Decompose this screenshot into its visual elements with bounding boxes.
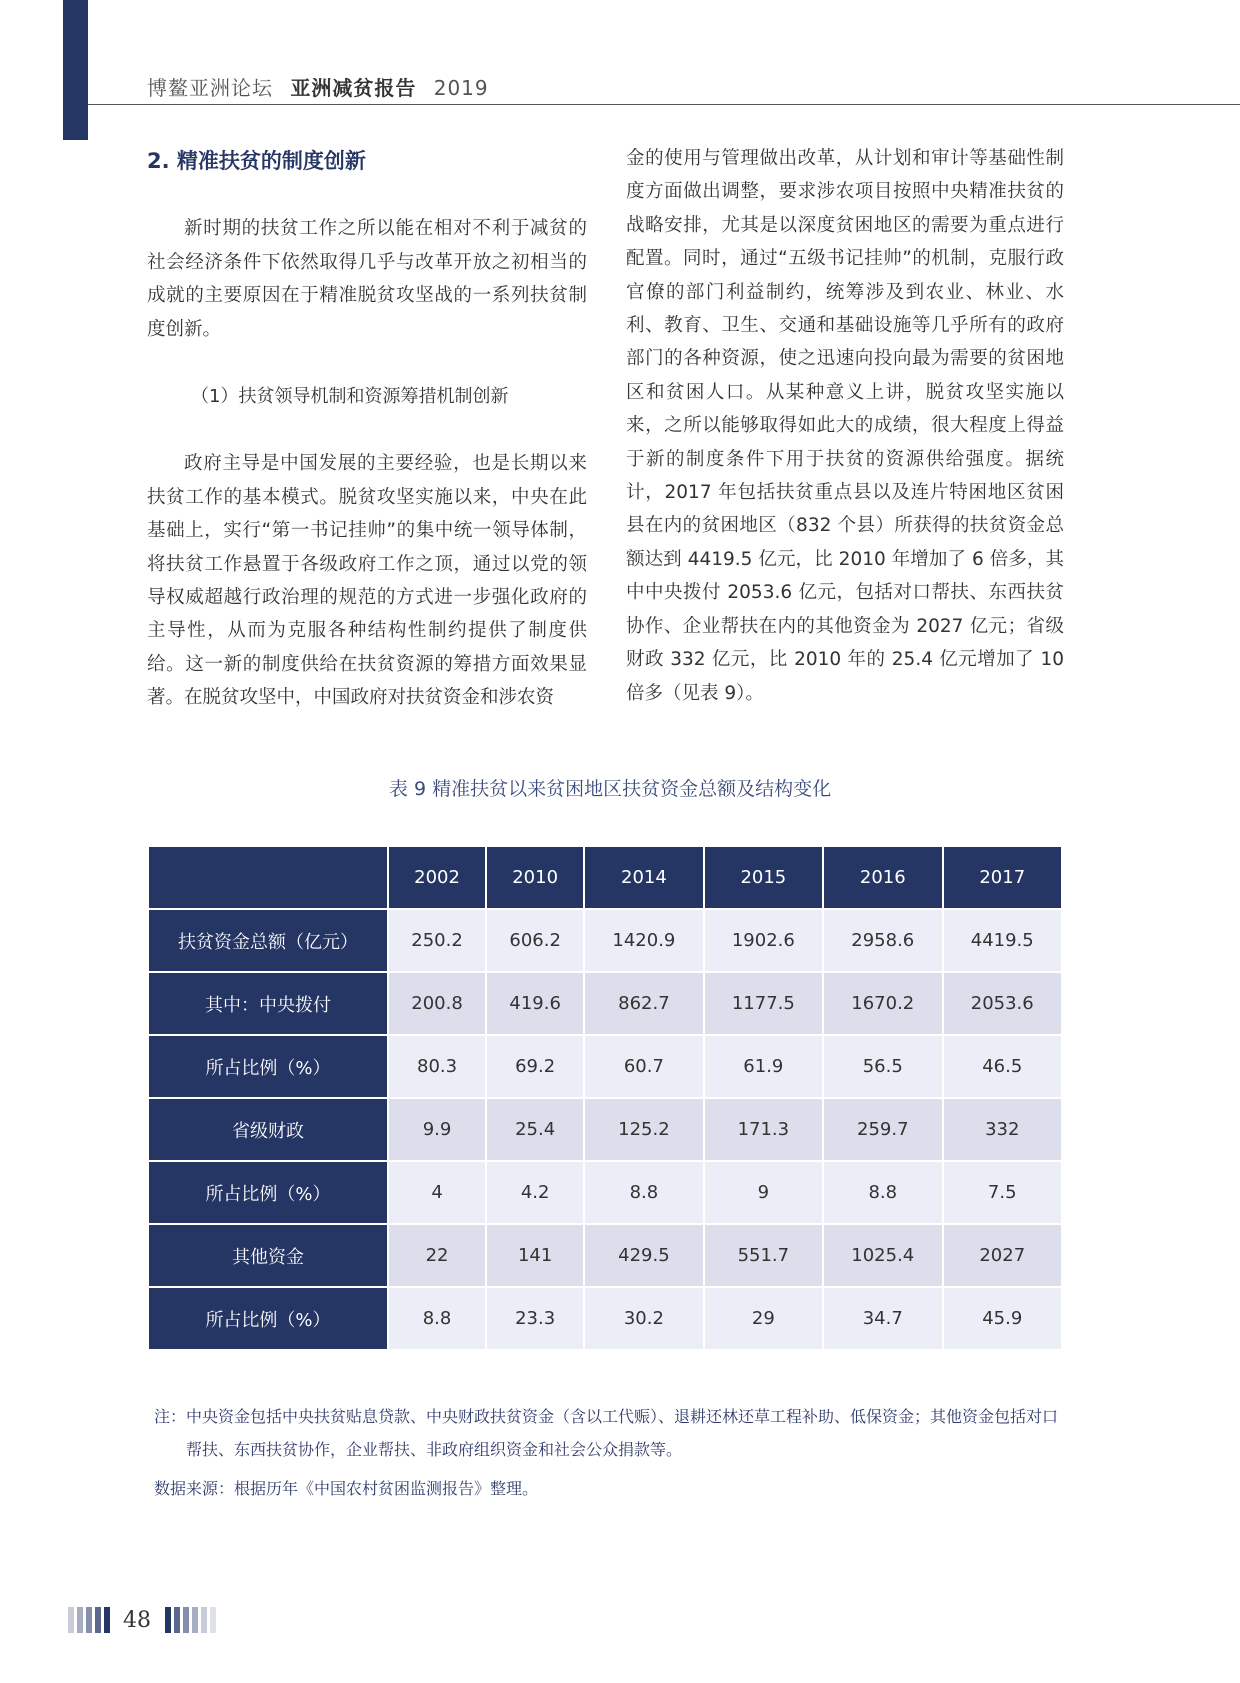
table-cell: 1670.2 — [824, 973, 941, 1034]
table-header-row — [149, 847, 1061, 908]
side-accent-bar — [63, 0, 88, 140]
table-cell: 332 — [944, 1099, 1062, 1160]
table-row — [149, 910, 1061, 971]
table-cell: 46.5 — [944, 1036, 1062, 1097]
year-header: 2014 — [585, 847, 702, 908]
table-cell: 606.2 — [487, 910, 583, 971]
table-row — [149, 1162, 1061, 1223]
row-label: 省级财政 — [149, 1099, 387, 1160]
table-notes — [154, 1400, 1064, 1505]
row-label: 其中：中央拨付 — [149, 973, 387, 1034]
year-header: 2002 — [389, 847, 485, 908]
table-row — [149, 1036, 1061, 1097]
table-cell: 125.2 — [585, 1099, 702, 1160]
table-cell: 250.2 — [389, 910, 485, 971]
year-header: 2017 — [944, 847, 1062, 908]
row-label: 扶贫资金总额（亿元） — [149, 910, 387, 971]
table-cell: 200.8 — [389, 973, 485, 1034]
paragraph-leadership: 政府主导是中国发展的主要经验，也是长期以来扶贫工作的基本模式。脱贫攻坚实施以来，中央在此基础上，实行“第一书记挂帅”的集中统一领导体制，将扶贫工作悬置于各级政府工作之顶，通过以党的领导权威超越行政治理的规范的方式进一步强化政府的主导性，从而为克服各种结构性制约提供了制度供给。这一新的制度供给在扶贫资源的筹措方面效果显著。在脱贫攻坚中，中国政府对扶贫资金和涉农资 — [147, 453, 587, 709]
table-cell: 69.2 — [487, 1036, 583, 1097]
left-column — [147, 140, 587, 715]
table-cell: 171.3 — [705, 1099, 822, 1160]
table-cell: 1025.4 — [824, 1225, 941, 1286]
funding-table — [147, 845, 1063, 1351]
page-number: 48 — [123, 1607, 151, 1633]
table-cell: 419.6 — [487, 973, 583, 1034]
table-cell: 34.7 — [824, 1288, 941, 1349]
table-corner-cell — [149, 847, 387, 908]
table-cell: 9 — [705, 1162, 822, 1223]
table-cell: 80.3 — [389, 1036, 485, 1097]
table-cell: 25.4 — [487, 1099, 583, 1160]
table-row — [149, 1099, 1061, 1160]
table-cell: 9.9 — [389, 1099, 485, 1160]
table-cell: 29 — [705, 1288, 822, 1349]
table-cell: 551.7 — [705, 1225, 822, 1286]
data-source: 数据来源：根据历年《中国农村贫困监测报告》整理。 — [154, 1479, 539, 1498]
table-cell: 56.5 — [824, 1036, 941, 1097]
table-cell: 8.8 — [585, 1162, 702, 1223]
table-cell: 23.3 — [487, 1288, 583, 1349]
table-cell: 2027 — [944, 1225, 1062, 1286]
table-cell: 2958.6 — [824, 910, 941, 971]
table-cell: 429.5 — [585, 1225, 702, 1286]
table-cell: 1420.9 — [585, 910, 702, 971]
table-cell: 4 — [389, 1162, 485, 1223]
table-footnote: 注：中央资金包括中央扶贫贴息贷款、中央财政扶贫资金（含以工代赈）、退耕还林还草工程补助、低保资金；其他资金包括对口帮扶、东西扶贫协作，企业帮扶、非政府组织资金和社会公众捐款等。 — [154, 1407, 1059, 1459]
footer-bars-left-icon — [68, 1607, 113, 1633]
table-cell: 8.8 — [824, 1162, 941, 1223]
table-row — [149, 1225, 1061, 1286]
table-caption: 表 9 精准扶贫以来贫困地区扶贫资金总额及结构变化 — [388, 778, 832, 800]
table-cell: 141 — [487, 1225, 583, 1286]
table-cell: 7.5 — [944, 1162, 1062, 1223]
header-year: 2019 — [433, 76, 489, 100]
year-header: 2010 — [487, 847, 583, 908]
table-cell: 259.7 — [824, 1099, 941, 1160]
table-cell: 2053.6 — [944, 973, 1062, 1034]
table-cell: 22 — [389, 1225, 485, 1286]
year-header: 2016 — [824, 847, 941, 908]
row-label: 所占比例（%） — [149, 1162, 387, 1223]
table-row — [149, 973, 1061, 1034]
table-cell: 4.2 — [487, 1162, 583, 1223]
table-cell: 4419.5 — [944, 910, 1062, 971]
table-cell: 8.8 — [389, 1288, 485, 1349]
paragraph-intro: 新时期的扶贫工作之所以能在相对不利于减贫的社会经济条件下依然取得几乎与改革开放之初相当的成就的主要原因在于精准脱贫攻坚战的一系列扶贫制度创新。 — [147, 218, 587, 340]
table-cell: 1177.5 — [705, 973, 822, 1034]
footer-bars-right-icon — [165, 1607, 219, 1633]
year-header: 2015 — [705, 847, 822, 908]
table-cell: 61.9 — [705, 1036, 822, 1097]
table-cell: 60.7 — [585, 1036, 702, 1097]
paragraph-resources: 金的使用与管理做出改革，从计划和审计等基础性制度方面做出调整，要求涉农项目按照中央精准扶贫的战略安排，尤其是以深度贫困地区的需要为重点进行配置。同时，通过“五级书记挂帅”的机制，克服行政官僚的部门利益制约，统筹涉及到农业、林业、水利、教育、卫生、交通和基础设施等几乎所有的政府部门的各种资源，使之迅速向投向最为需要的贫困地区和贫困人口。从某种意义上讲，脱贫攻坚实施以来，之所以能够取得如此大的成绩，很大程度上得益于新的制度条件下用于扶贫的资源供给强度。据统计，2017 年包括扶贫重点县以及连片特困地区贫困县在内的贫困地区（832 个县）所获得的扶贫资金总额达到 4419.5 亿元，比 2010 年增加了 6 倍多，其中中央拨付 2053.6 亿元，包括对口帮扶、东西扶贫协作、企业帮扶在内的其他资金为 2027 亿元；省级财政 332 亿元，比 2010 年的 25.4 亿元增加了 10 倍多（见表 9）。 — [626, 148, 1064, 704]
running-header — [147, 72, 489, 101]
header-rule — [88, 104, 1240, 105]
row-label: 其他资金 — [149, 1225, 387, 1286]
table-cell: 45.9 — [944, 1288, 1062, 1349]
page-footer — [68, 1606, 219, 1634]
section-title: 2. 精准扶贫的制度创新 — [147, 149, 366, 173]
table-cell: 1902.6 — [705, 910, 822, 971]
row-label: 所占比例（%） — [149, 1036, 387, 1097]
row-label: 所占比例（%） — [149, 1288, 387, 1349]
header-report-title: 亚洲减贫报告 — [290, 76, 417, 100]
header-forum: 博鳌亚洲论坛 — [147, 76, 273, 100]
table-cell: 862.7 — [585, 973, 702, 1034]
right-column — [626, 142, 1064, 710]
table-cell: 30.2 — [585, 1288, 702, 1349]
table-row — [149, 1288, 1061, 1349]
subsection-heading: （1）扶贫领导机制和资源筹措机制创新 — [191, 386, 509, 408]
